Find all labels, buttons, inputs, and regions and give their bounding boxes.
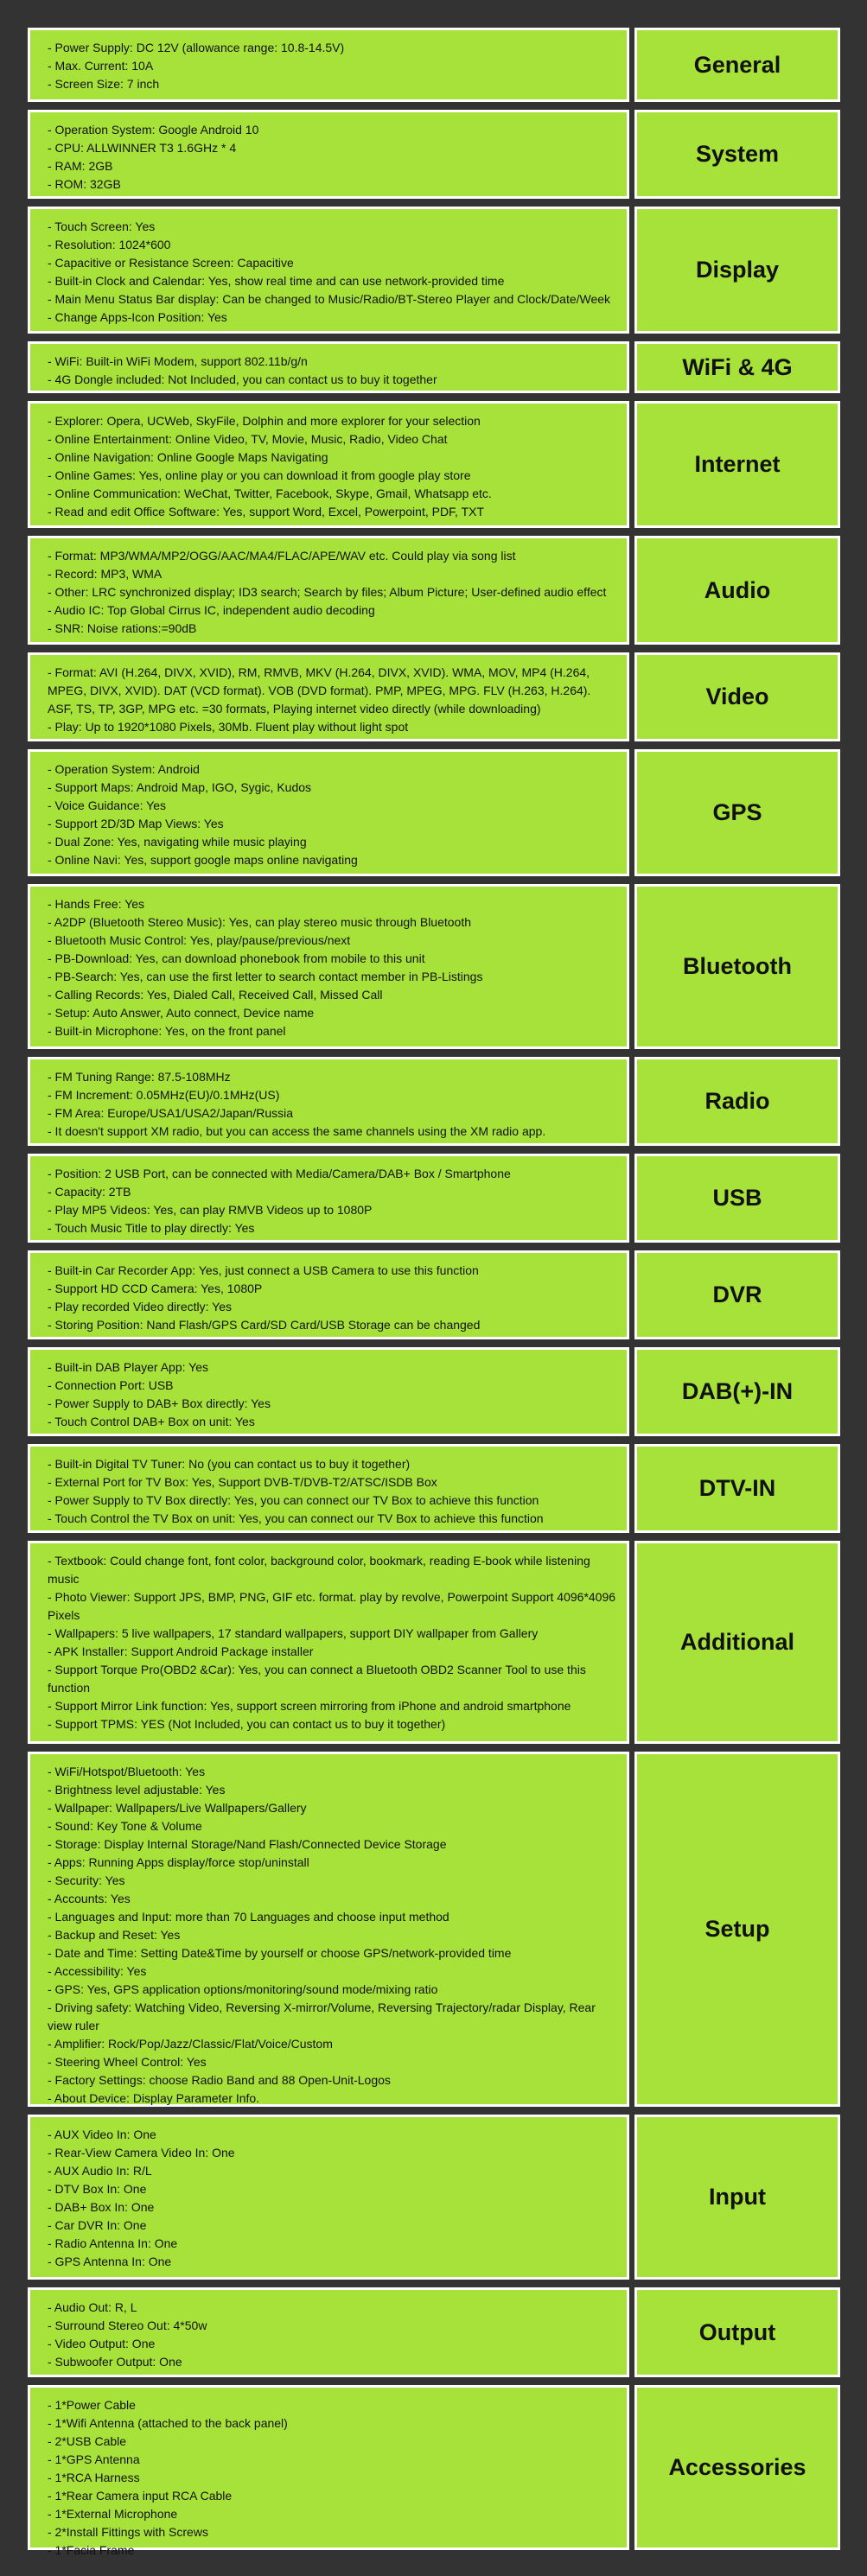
spec-row-video (28, 652, 840, 741)
spec-line: - AUX Audio In: R/L (48, 2164, 152, 2178)
spec-line: - Online Entertainment: Online Video, TV, Movie, Music, Radio, Video Chat (48, 432, 448, 446)
spec-line: - Touch Music Title to play directly: Yes (48, 1221, 255, 1235)
spec-category-dab-in: DAB(+)-IN (634, 1347, 840, 1436)
spec-line: - ROM: 32GB (48, 177, 121, 191)
spec-line: - A2DP (Bluetooth Stereo Music): Yes, can play stereo music through Bluetooth (48, 915, 472, 929)
spec-details-dvr (28, 1250, 629, 1339)
spec-line: - Built-in Digital TV Tuner: No (you can contact us to buy it together) (48, 1457, 411, 1471)
spec-line: - Dual Zone: Yes, navigating while music playing (48, 835, 307, 849)
spec-details-radio (28, 1057, 629, 1146)
spec-line: - 4G Dongle included: Not Included, you can contact us to buy it together (48, 372, 437, 386)
spec-details-system (28, 110, 629, 199)
spec-details-accessories (28, 2385, 629, 2557)
spec-line: - Sound: Key Tone & Volume (48, 1819, 202, 1833)
spec-category-gps: GPS (634, 749, 840, 876)
spec-line: - Built-in DAB Player App: Yes (48, 1360, 208, 1374)
spec-line: - 1*GPS Antenna (48, 2452, 140, 2466)
spec-line: - Read and edit Office Software: Yes, support Word, Excel, Powerpoint, PDF, TXT (48, 505, 485, 518)
spec-category-input: Input (634, 2115, 840, 2280)
spec-line: - Rear-View Camera Video In: One (48, 2146, 235, 2159)
spec-line: - Wallpaper: Wallpapers/Live Wallpapers/Gallery (48, 1801, 307, 1815)
spec-category-audio: Audio (634, 536, 840, 645)
spec-line: - 1*Facia Frame (48, 2543, 135, 2557)
spec-line: - Apps: Running Apps display/force stop/uninstall (48, 1855, 309, 1869)
spec-line: - Built-in Microphone: Yes, on the front panel (48, 1024, 286, 1038)
spec-line: - Car DVR In: One (48, 2218, 147, 2232)
spec-line: - Audio IC: Top Global Cirrus IC, independent audio decoding (48, 603, 375, 617)
spec-row-audio (28, 536, 840, 645)
spec-line: - Record: MP3, WMA (48, 567, 163, 581)
spec-line: - Format: MP3/WMA/MP2/OGG/AAC/MA4/FLAC/APE/WAV etc. Could play via song list (48, 549, 516, 563)
spec-row-wifi-4g (28, 341, 840, 393)
spec-line: - Screen Size: 7 inch (48, 77, 160, 91)
spec-category-display: Display (634, 207, 840, 334)
spec-line: - 1*External Microphone (48, 2507, 178, 2521)
spec-line: - Support Maps: Android Map, IGO, Sygic, Kudos (48, 780, 312, 794)
spec-line: - RAM: 2GB (48, 159, 113, 173)
spec-details-display (28, 207, 629, 334)
spec-details-bluetooth (28, 884, 629, 1049)
spec-row-dtv-in (28, 1444, 840, 1533)
spec-line: - 2*Install Fittings with Screws (48, 2525, 208, 2539)
spec-line: - Bluetooth Music Control: Yes, play/pause/previous/next (48, 933, 351, 947)
spec-line: - Backup and Reset: Yes (48, 1928, 181, 1942)
spec-category-radio: Radio (634, 1057, 840, 1146)
spec-line: - Touch Control DAB+ Box on unit: Yes (48, 1415, 255, 1428)
spec-row-accessories (28, 2385, 840, 2557)
spec-line: - Amplifier: Rock/Pop/Jazz/Classic/Flat/Voice/Custom (48, 2037, 333, 2051)
spec-line: - Security: Yes (48, 1873, 125, 1887)
spec-line: - 1*Power Cable (48, 2398, 136, 2412)
spec-line: - FM Tuning Range: 87.5-108MHz (48, 1070, 231, 1084)
spec-line: - Touch Control the TV Box on unit: Yes, you can connect our TV Box to achieve this function (48, 1511, 544, 1525)
spec-table (28, 28, 840, 2558)
spec-line: - 1*Wifi Antenna (attached to the back panel) (48, 2416, 288, 2430)
spec-details-additional (28, 1541, 629, 1744)
spec-line: - FM Increment: 0.05MHz(EU)/0.1MHz(US) (48, 1088, 280, 1102)
spec-row-internet (28, 401, 840, 528)
spec-line: - APK Installer: Support Android Package installer (48, 1644, 314, 1658)
spec-line: - PB-Search: Yes, can use the first letter to search contact member in PB-Listings (48, 970, 483, 983)
spec-line: - CPU: ALLWINNER T3 1.6GHz * 4 (48, 141, 237, 155)
spec-category-general: General (634, 28, 840, 102)
spec-details-setup (28, 1752, 629, 2107)
spec-line: - FM Area: Europe/USA1/USA2/Japan/Russia (48, 1106, 294, 1120)
spec-line: - Accessibility: Yes (48, 1964, 147, 1978)
spec-line: - Date and Time: Setting Date&Time by yourself or choose GPS/network-provided time (48, 1946, 512, 1960)
spec-line: - Online Navigation: Online Google Maps Navigating (48, 450, 328, 464)
spec-line: - WiFi: Built-in WiFi Modem, support 802.11b/g/n (48, 354, 308, 368)
spec-line: - Brightness level adjustable: Yes (48, 1783, 226, 1797)
spec-line: - Format: AVI (H.264, DIVX, XVID), RM, RMVB, MKV (H.264, DIVX, XVID). WMA, MOV, MP4 (H.264, MPEG, DIVX, XVID). DAT (VCD format). VOB (DVD format). PMP, MPEG, MPG. FLV (H.263, H.264). ASF, TS, TP, 3GP, MPG etc. =30 formats, Playing internet video directly (while downloading) (48, 665, 591, 716)
spec-row-dab-in (28, 1347, 840, 1436)
spec-details-internet (28, 401, 629, 528)
spec-line: - Power Supply: DC 12V (allowance range: 10.8-14.5V) (48, 41, 345, 54)
spec-category-dtv-in: DTV-IN (634, 1444, 840, 1533)
spec-category-system: System (634, 110, 840, 199)
spec-details-dab-in (28, 1347, 629, 1436)
spec-line: - Built-in Clock and Calendar: Yes, show real time and can use network-provided time (48, 274, 505, 288)
spec-details-output (28, 2287, 629, 2377)
spec-line: - Power Supply to TV Box directly: Yes, you can connect our TV Box to achieve this function (48, 1493, 539, 1507)
spec-details-audio (28, 536, 629, 645)
spec-line: - GPS Antenna In: One (48, 2255, 172, 2268)
spec-category-internet: Internet (634, 401, 840, 528)
spec-line: - Subwoofer Output: One (48, 2355, 182, 2369)
spec-line: - Resolution: 1024*600 (48, 238, 171, 251)
spec-line: - Factory Settings: choose Radio Band and 88 Open-Unit-Logos (48, 2073, 391, 2087)
spec-line: - Support HD CCD Camera: Yes, 1080P (48, 1282, 263, 1295)
spec-details-wifi-4g (28, 341, 629, 393)
spec-line: - Textbook: Could change font, font color, background color, bookmark, reading E-book while listening music (48, 1554, 590, 1586)
spec-line: - Connection Port: USB (48, 1378, 174, 1392)
spec-line: - 1*Rear Camera input RCA Cable (48, 2489, 233, 2503)
spec-line: - GPS: Yes, GPS application options/monitoring/sound mode/mixing ratio (48, 1982, 438, 1996)
spec-line: - Power Supply to DAB+ Box directly: Yes (48, 1396, 271, 1410)
spec-row-setup (28, 1752, 840, 2107)
spec-line: - It doesn't support XM radio, but you can access the same channels using the XM radio app. (48, 1124, 546, 1138)
spec-category-wifi-4g: WiFi & 4G (634, 341, 840, 393)
spec-row-bluetooth (28, 884, 840, 1049)
spec-details-video (28, 652, 629, 741)
spec-line: - Online Games: Yes, online play or you can download it from google play store (48, 468, 471, 482)
spec-line: - Play recorded Video directly: Yes (48, 1300, 232, 1313)
spec-row-radio (28, 1057, 840, 1146)
spec-row-additional (28, 1541, 840, 1744)
spec-details-gps (28, 749, 629, 876)
spec-category-video: Video (634, 652, 840, 741)
spec-row-input (28, 2115, 840, 2280)
spec-details-input (28, 2115, 629, 2280)
spec-line: - Operation System: Android (48, 762, 200, 776)
spec-line: - Position: 2 USB Port, can be connected with Media/Camera/DAB+ Box / Smartphone (48, 1167, 511, 1180)
spec-row-gps (28, 749, 840, 876)
spec-line: - Hands Free: Yes (48, 897, 145, 911)
spec-line: - Other: LRC synchronized display; ID3 search; Search by files; Album Picture; User-defined audio effect (48, 585, 607, 599)
spec-row-dvr (28, 1250, 840, 1339)
spec-line: - Surround Stereo Out: 4*50w (48, 2318, 207, 2332)
spec-line: - Capacitive or Resistance Screen: Capacitive (48, 256, 294, 270)
spec-line: - Calling Records: Yes, Dialed Call, Received Call, Missed Call (48, 988, 383, 1002)
spec-line: - WiFi/Hotspot/Bluetooth: Yes (48, 1765, 206, 1778)
spec-details-dtv-in (28, 1444, 629, 1533)
spec-line: - Wallpapers: 5 live wallpapers, 17 standard wallpapers, support DIY wallpaper from Gallery (48, 1626, 539, 1640)
spec-line: - Support Mirror Link function: Yes, support screen mirroring from iPhone and android smartphone (48, 1699, 571, 1713)
spec-line: - Video Output: One (48, 2337, 156, 2350)
spec-line: - Photo Viewer: Support JPS, BMP, PNG, GIF etc. format. play by revolve, Powerpoint Support 4096*4096 Pixels (48, 1590, 616, 1622)
spec-line: - Driving safety: Watching Video, Reversing X-mirror/Volume, Reversing Trajectory/radar Display, Rear view ruler (48, 2000, 596, 2032)
spec-category-additional: Additional (634, 1541, 840, 1744)
spec-line: - Built-in Car Recorder App: Yes, just connect a USB Camera to use this function (48, 1263, 479, 1277)
spec-category-output: Output (634, 2287, 840, 2377)
spec-line: - DTV Box In: One (48, 2182, 147, 2196)
spec-line: - Capacity: 2TB (48, 1185, 131, 1199)
spec-details-general (28, 28, 629, 102)
spec-details-usb (28, 1154, 629, 1243)
spec-line: - External Port for TV Box: Yes, Support DVB-T/DVB-T2/ATSC/ISDB Box (48, 1475, 437, 1489)
spec-line: - 1*RCA Harness (48, 2471, 140, 2484)
spec-line: - Operation System: Google Android 10 (48, 123, 259, 137)
spec-line: - Support 2D/3D Map Views: Yes (48, 817, 224, 830)
spec-line: - 2*USB Cable (48, 2434, 127, 2448)
spec-line: - Storage: Display Internal Storage/Nand Flash/Connected Device Storage (48, 1837, 447, 1851)
spec-line: - Online Navi: Yes, support google maps online navigating (48, 853, 358, 867)
spec-line: - Voice Guidance: Yes (48, 798, 166, 812)
spec-category-usb: USB (634, 1154, 840, 1243)
spec-line: - Accounts: Yes (48, 1892, 131, 1905)
spec-category-accessories: Accessories (634, 2385, 840, 2550)
spec-row-usb (28, 1154, 840, 1243)
spec-line: - DAB+ Box In: One (48, 2200, 155, 2214)
spec-row-general (28, 28, 840, 102)
spec-line: - Touch Screen: Yes (48, 219, 156, 233)
spec-line: - Languages and Input: more than 70 Languages and choose input method (48, 1910, 449, 1924)
spec-line: - Storing Position: Nand Flash/GPS Card/SD Card/USB Storage can be changed (48, 1318, 481, 1332)
spec-line: - Setup: Auto Answer, Auto connect, Device name (48, 1006, 315, 1020)
spec-line: - About Device: Display Parameter Info. (48, 2091, 260, 2105)
spec-category-dvr: DVR (634, 1250, 840, 1339)
spec-line: - Steering Wheel Control: Yes (48, 2055, 207, 2069)
spec-category-bluetooth: Bluetooth (634, 884, 840, 1049)
spec-line: - Radio Antenna In: One (48, 2236, 178, 2250)
spec-line: - Play MP5 Videos: Yes, can play RMVB Videos up to 1080P (48, 1203, 373, 1217)
spec-line: - Support TPMS: YES (Not Included, you can contact us to buy it together) (48, 1717, 446, 1731)
spec-line: - Support Torque Pro(OBD2 &Car): Yes, you can connect a Bluetooth OBD2 Scanner Tool to use this function (48, 1663, 586, 1695)
spec-line: - Explorer: Opera, UCWeb, SkyFile, Dolphin and more explorer for your selection (48, 414, 481, 428)
spec-row-display (28, 207, 840, 334)
spec-row-output (28, 2287, 840, 2377)
spec-line: - PB-Download: Yes, can download phonebook from mobile to this unit (48, 951, 425, 965)
spec-line: - SNR: Noise rations:=90dB (48, 621, 197, 635)
spec-line: - AUX Video In: One (48, 2128, 156, 2141)
spec-line: - Main Menu Status Bar display: Can be changed to Music/Radio/BT-Stereo Player and Clock/Date/Week (48, 292, 611, 306)
spec-line: - Audio Out: R, L (48, 2300, 137, 2314)
spec-line: - Play: Up to 1920*1080 Pixels, 30Mb. Fluent play without light spot (48, 720, 409, 734)
spec-line: - Change Apps-Icon Position: Yes (48, 310, 227, 324)
spec-line: - Online Communication: WeChat, Twitter, Facebook, Skype, Gmail, Whatsapp etc. (48, 487, 492, 500)
spec-line: - Max. Current: 10A (48, 59, 154, 73)
spec-row-system (28, 110, 840, 199)
spec-category-setup: Setup (634, 1752, 840, 2107)
